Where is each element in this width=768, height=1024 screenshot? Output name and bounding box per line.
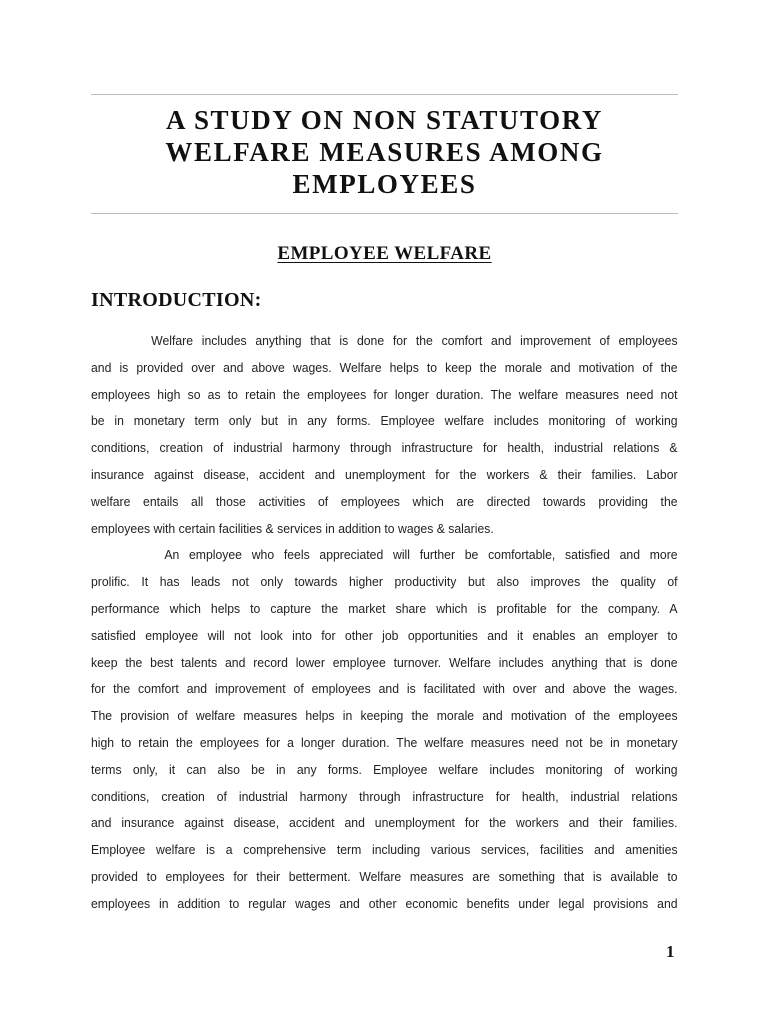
text-line: satisfied employee will not look into for other job opportunities and it enables an employer to <box>91 627 678 643</box>
title-line: A STUDY ON NON STATUTORY <box>165 105 604 135</box>
text-line: terms only, it can also be in any forms. Employee welfare includes monitoring of working <box>91 761 678 777</box>
text-line: An employee who feels appreciated will further be comfortable, satisfied and more <box>164 547 678 563</box>
section-heading <box>91 242 678 266</box>
text-line: employees high so as to retain the employees for longer duration. The welfare measures need not <box>91 386 678 402</box>
title-line: EMPLOYEES <box>292 169 477 199</box>
text-line: conditions, creation of industrial harmony through infrastructure for health, industrial relations <box>91 788 678 804</box>
text-line: prolific. It has leads not only towards higher productivity but also improves the quality of <box>91 574 678 590</box>
text-line: be in monetary term only but in any forms. Employee welfare includes monitoring of working <box>91 413 678 429</box>
text-line: keep the best talents and record lower employee turnover. Welfare includes anything that is done <box>91 654 678 670</box>
paragraph-1 <box>91 328 678 542</box>
text-line: employees with certain facilities & services in addition to wages & salaries. <box>91 520 494 536</box>
text-line: and is provided over and above wages. Welfare helps to keep the morale and motivation of the <box>91 359 678 375</box>
text-line: high to retain the employees for a longer duration. The welfare measures need not be in monetary <box>91 734 678 750</box>
text-line: conditions, creation of industrial harmony through infrastructure for health, industrial relations & <box>91 440 678 456</box>
text-line: welfare entails all those activities of employees which are directed towards providing the <box>91 493 678 509</box>
page-number: 1 <box>666 942 675 961</box>
text-line: provided to employees for their betterment. Welfare measures are something that is available to <box>91 868 678 884</box>
text-line: employees in addition to regular wages and other economic benefits under legal provisions and <box>91 895 678 911</box>
introduction-heading: INTRODUCTION: <box>91 289 262 311</box>
title-line: WELFARE MEASURES AMONG <box>165 137 604 167</box>
top-divider <box>91 94 678 95</box>
section-heading-text: EMPLOYEE WELFARE <box>277 243 492 264</box>
text-line: for the comfort and improvement of employees and is facilitated with over and above the wages. <box>91 681 678 697</box>
paragraph-2 <box>91 542 678 917</box>
text-line: insurance against disease, accident and unemployment for the workers & their families. Labor <box>91 466 678 482</box>
text-line: Welfare includes anything that is done for the comfort and improvement of employees <box>151 333 678 348</box>
text-line: The provision of welfare measures helps in keeping the morale and motivation of the employees <box>91 708 678 724</box>
bottom-divider <box>91 213 678 214</box>
body-text <box>91 328 678 918</box>
document-title <box>91 104 678 200</box>
text-line: performance which helps to capture the market share which is profitable for the company. A <box>91 600 678 616</box>
text-line: and insurance against disease, accident and unemployment for the workers and their families. <box>91 815 678 831</box>
text-line: Employee welfare is a comprehensive term including various services, facilities and amenities <box>91 842 678 858</box>
